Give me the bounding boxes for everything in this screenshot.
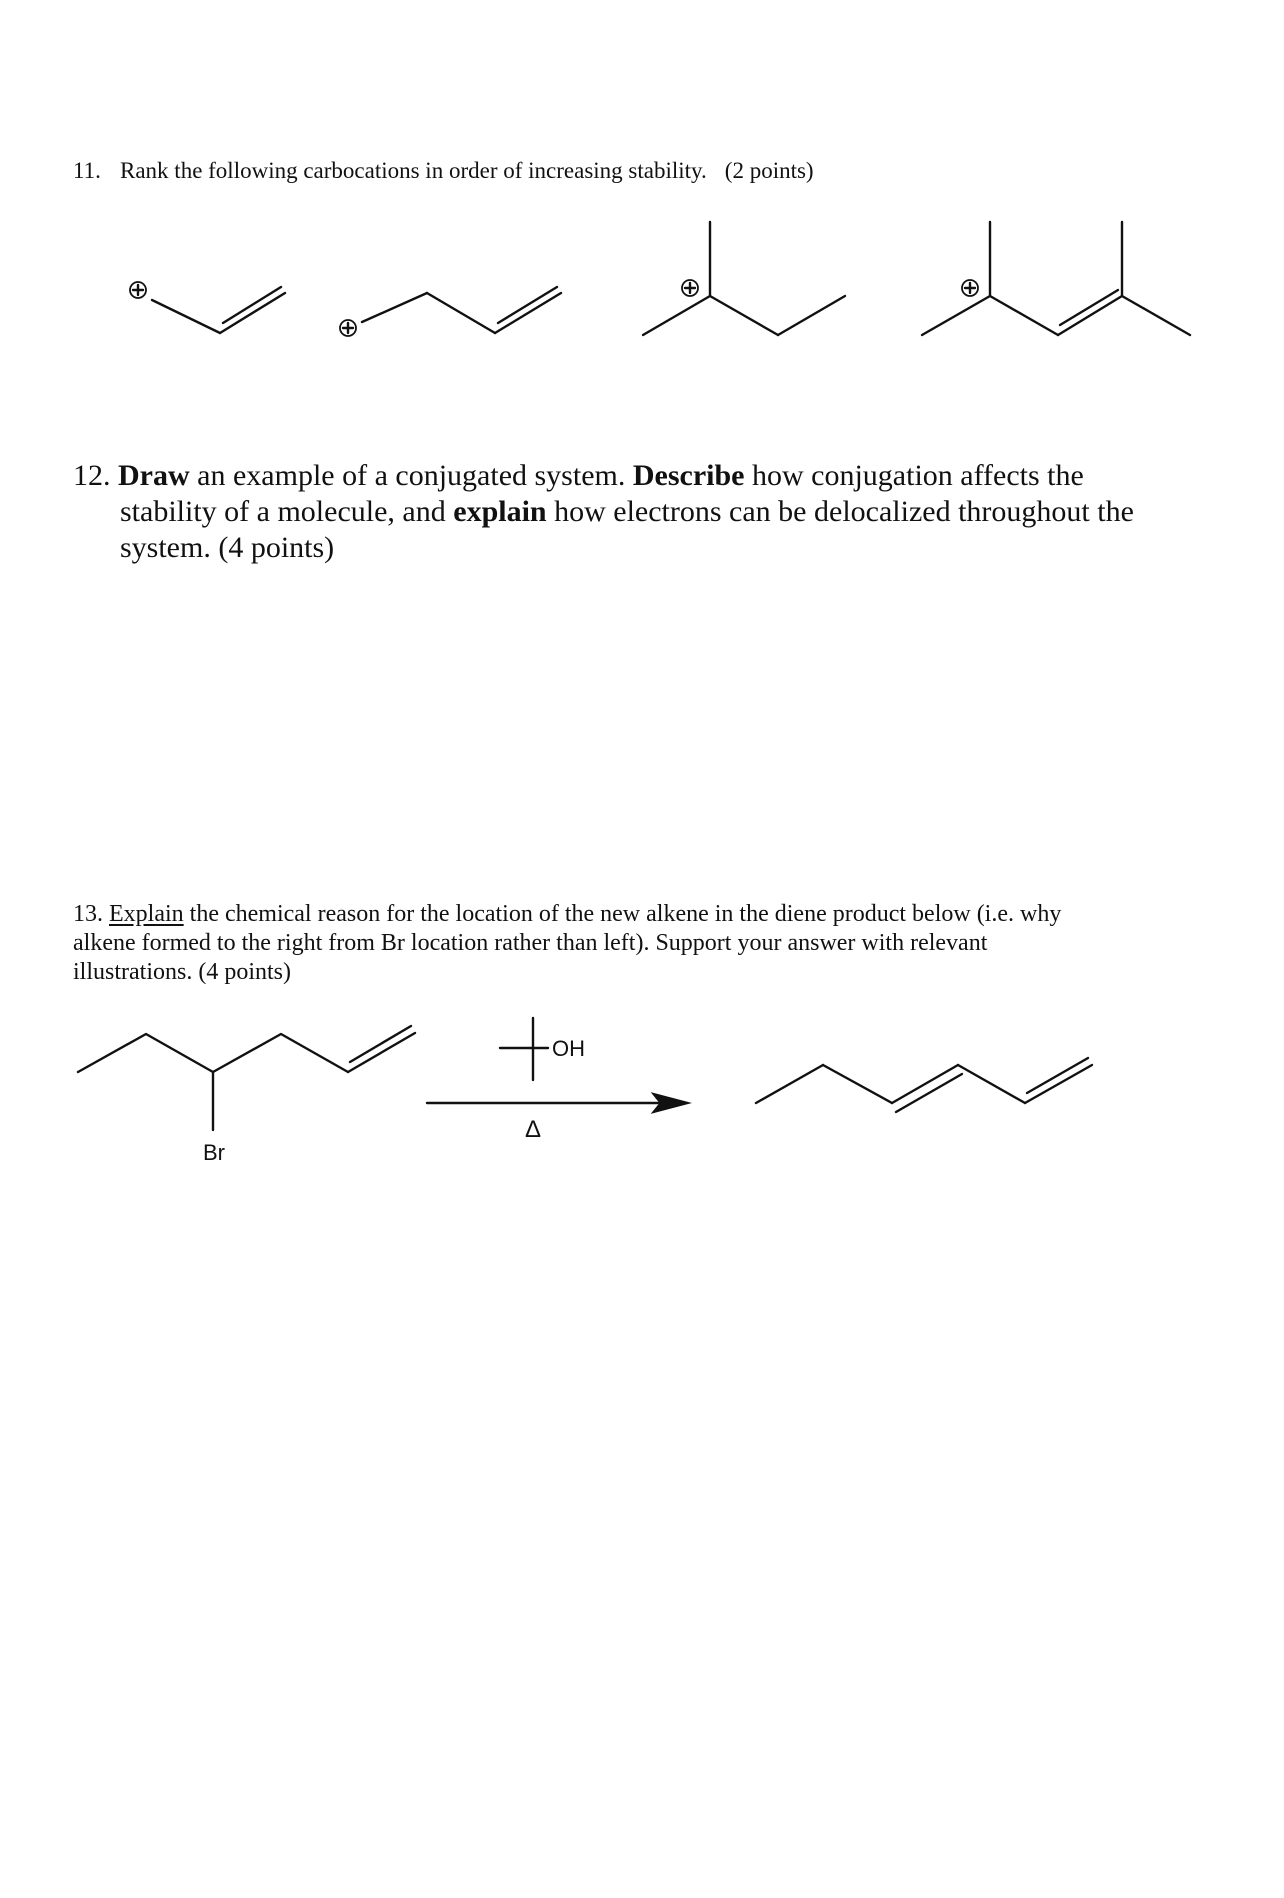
question-12-text-b: how conjugation affects the (744, 459, 1084, 492)
question-11-number: 11. (73, 158, 101, 183)
question-11-text: Rank the following carbocations in order of increasing stability. (120, 158, 707, 183)
question-12-text-c: stability of a molecule, and (120, 495, 454, 528)
question-13-text-a: the chemical reason for the location of the new alkene in the diene product below (i.e. why (183, 901, 1062, 927)
bond (152, 300, 220, 333)
bromine-label: Br (203, 1140, 225, 1165)
question-13-explain-keyword: Explain (109, 901, 184, 927)
carbocation-tertiary (643, 222, 845, 335)
reagent-tert-butanol (500, 1018, 585, 1080)
double-bond-outer (348, 1033, 415, 1072)
question-12-text-d: how electrons can be delocalized throughout the (546, 495, 1134, 528)
question-13-number: 13. (73, 901, 109, 927)
question-12-number: 12. (73, 459, 111, 492)
question-12-describe-keyword: Describe (632, 459, 745, 492)
double-bond-outer (220, 293, 285, 333)
bond (710, 296, 778, 335)
bond (823, 1065, 892, 1103)
bond (922, 296, 990, 335)
question-11-points: (2 points) (724, 158, 814, 183)
bond (756, 1065, 823, 1103)
heat-symbol: Δ (524, 1116, 542, 1143)
carbon-chain (78, 1034, 348, 1072)
carbocation-homoallyl (340, 287, 561, 336)
reactant-bromoalkene (78, 1026, 415, 1165)
double-bond-inner (896, 1074, 962, 1112)
bond (362, 293, 427, 322)
double-bond-outer (892, 1065, 958, 1103)
question-12-text-e: system. (4 points) (120, 531, 335, 564)
double-bond-outer (1058, 296, 1122, 335)
question-12-explain-keyword: explain (453, 495, 547, 528)
bond (958, 1065, 1025, 1103)
bond (1122, 296, 1190, 335)
reaction-arrow (427, 1093, 690, 1143)
double-bond-inner (223, 287, 281, 323)
bond (778, 296, 845, 335)
double-bond-inner (350, 1026, 411, 1062)
question-12-draw-keyword: Draw (118, 459, 190, 492)
bond (643, 296, 710, 335)
bond (990, 296, 1058, 335)
double-bond-outer (1025, 1065, 1092, 1103)
question-13-line-3: illustrations. (4 points) (73, 959, 291, 985)
bond (427, 293, 495, 333)
question-12-text-a: an example of a conjugated system. (189, 459, 633, 492)
product-diene (756, 1058, 1092, 1112)
double-bond-inner (1060, 290, 1118, 325)
carbocation-allyl (130, 282, 285, 333)
double-bond-inner (1027, 1058, 1088, 1093)
double-bond-outer (495, 293, 561, 333)
double-bond-inner (498, 287, 557, 323)
question-13-line-2: alkene formed to the right from Br location rather than left). Support your answer with relevant (73, 930, 988, 956)
hydroxyl-label: OH (552, 1036, 585, 1061)
carbocation-tertiary-alkene (922, 222, 1190, 335)
